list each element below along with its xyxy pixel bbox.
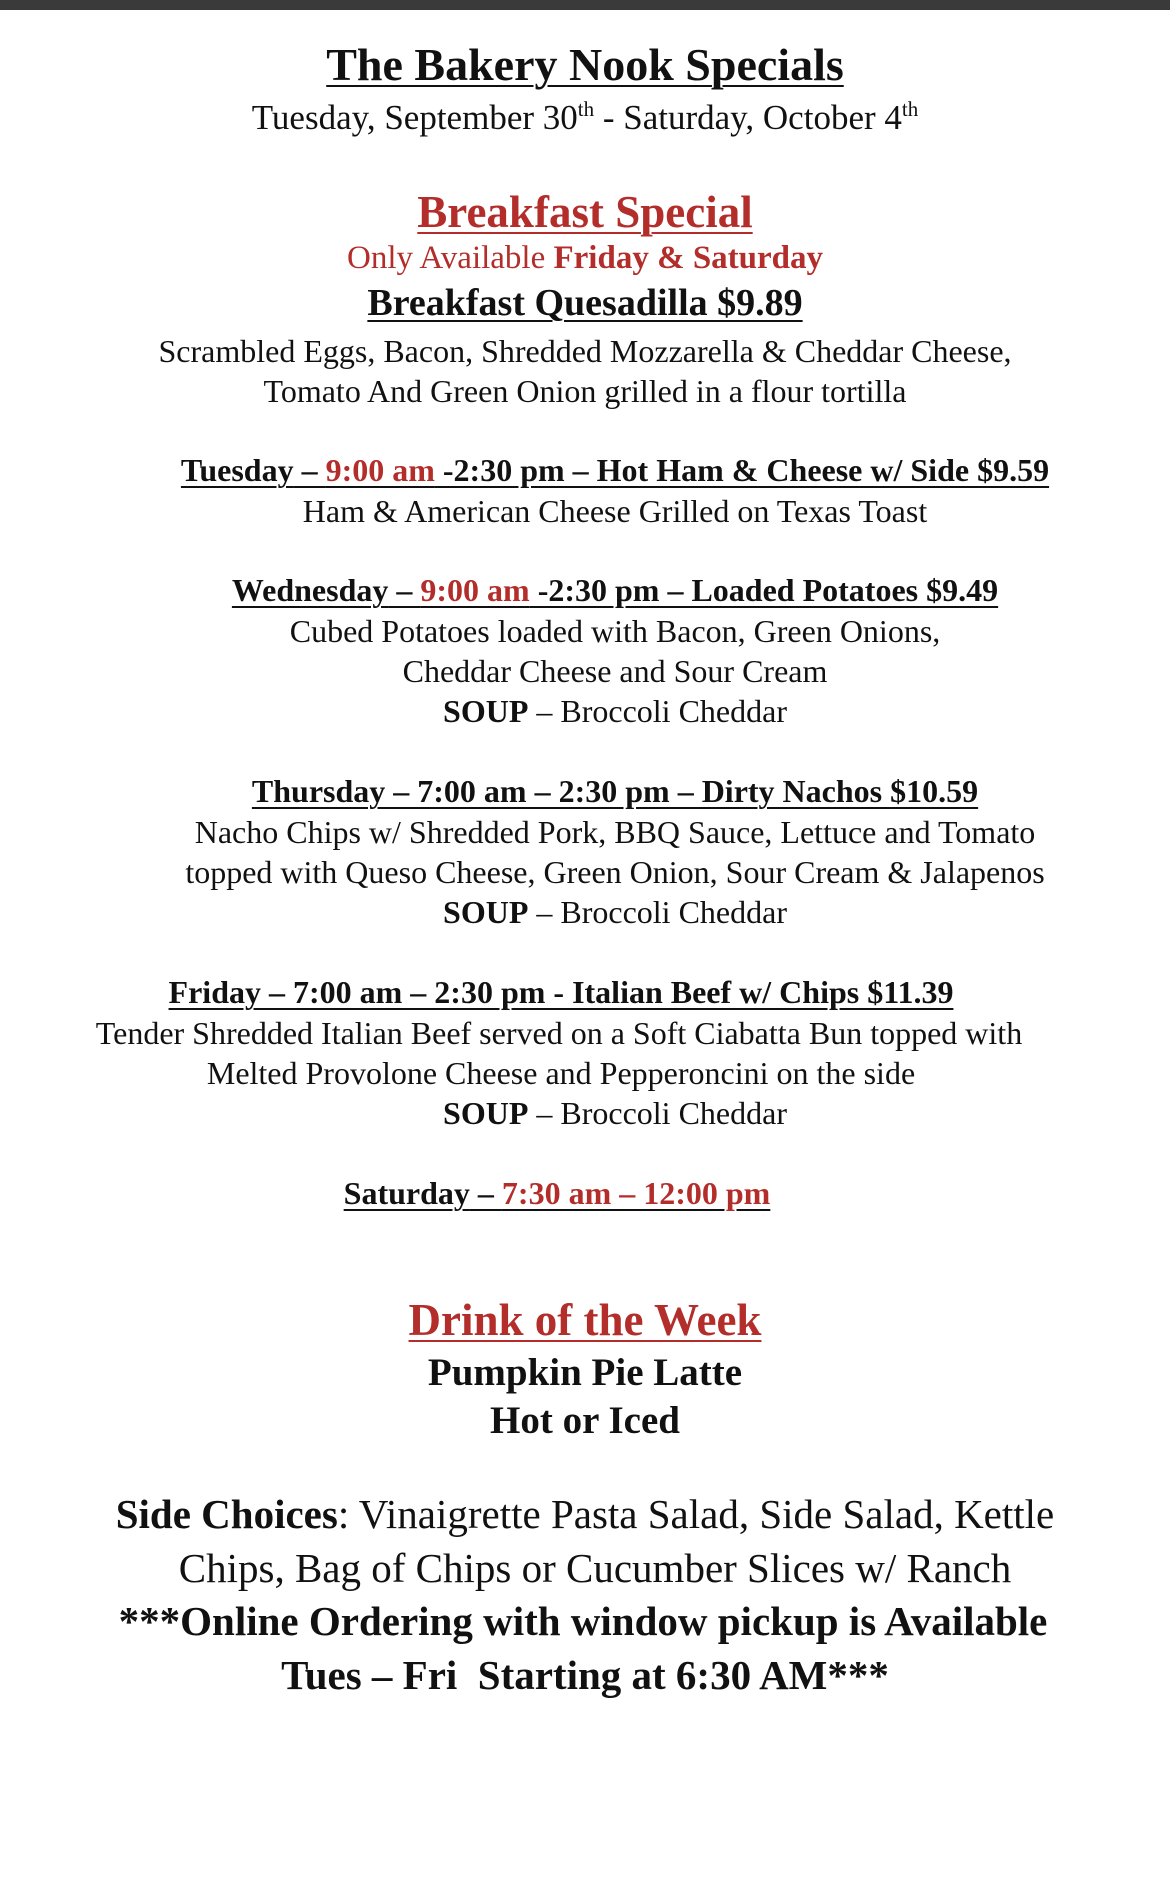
wednesday-rest: -2:30 pm – Loaded Potatoes $9.49	[529, 572, 999, 608]
drink-section-title	[0, 1294, 1170, 1346]
online-ordering-line1: ***Online Ordering with window pickup is Available	[118, 1598, 1048, 1644]
side-choices-list: : Vinaigrette Pasta Salad, Side Salad, Kettle	[337, 1491, 1055, 1537]
date-end-suffix: th	[901, 96, 919, 121]
soup-label: SOUP	[443, 1095, 529, 1131]
breakfast-section-title	[0, 186, 1170, 238]
thursday-desc-line2: topped with Queso Cheese, Green Onion, Sour Cream & Jalapenos	[185, 854, 1045, 890]
wednesday-desc-line1: Cubed Potatoes loaded with Bacon, Green Onions,	[289, 613, 941, 649]
tuesday-heading-text	[181, 452, 1049, 488]
friday-heading-text: Friday – 7:00 am – 2:30 pm - Italian Beef w/ Chips $11.39	[168, 974, 954, 1010]
soup-label: SOUP	[443, 894, 529, 930]
side-choices-label: Side Choices	[115, 1491, 338, 1537]
date-start-suffix: th	[577, 96, 595, 121]
breakfast-desc-line1: Scrambled Eggs, Bacon, Shredded Mozzarella & Cheddar Cheese,	[158, 333, 1012, 369]
wednesday-desc-line2: Cheddar Cheese and Sour Cream	[402, 653, 828, 689]
online-ordering-hours: Tues – Fri Starting at 6:30 AM***	[281, 1652, 889, 1698]
soup-value: – Broccoli Cheddar	[528, 1095, 787, 1131]
drink-title-text: Drink of the Week	[408, 1295, 762, 1345]
breakfast-desc-line2: Tomato And Green Onion grilled in a flour tortilla	[263, 373, 907, 409]
thursday-heading	[30, 773, 1170, 810]
date-range	[0, 98, 1170, 138]
drink-options: Hot or Iced	[490, 1399, 680, 1442]
availability-prefix: Only Available	[346, 240, 554, 276]
friday-heading	[0, 974, 1146, 1011]
thursday-desc-line1: Nacho Chips w/ Shredded Pork, BBQ Sauce, Lettuce and Tomato	[194, 814, 1036, 850]
soup-value: – Broccoli Cheddar	[528, 693, 787, 729]
page-title	[0, 38, 1170, 91]
saturday-dash: –	[469, 1175, 502, 1211]
friday-soup	[30, 1095, 1170, 1132]
wednesday-heading	[30, 572, 1170, 609]
saturday-hours: 7:30 am – 12:00 pm	[501, 1175, 771, 1211]
soup-value: – Broccoli Cheddar	[528, 894, 787, 930]
wednesday-day: Wednesday	[231, 572, 389, 608]
wednesday-time-start: 9:00 am	[420, 572, 530, 608]
tuesday-desc-line1: Ham & American Cheese Grilled on Texas Toast	[302, 493, 928, 529]
online-ordering-line2	[0, 1651, 1170, 1699]
tuesday-heading	[30, 452, 1170, 489]
date-start: Tuesday, September 30	[251, 98, 578, 137]
date-end: - Saturday, October 4	[594, 98, 902, 137]
saturday-heading	[0, 1175, 1142, 1212]
tuesday-dash: –	[293, 452, 326, 488]
friday-desc-line1: Tender Shredded Italian Beef served on a Soft Ciabatta Bun topped with	[95, 1015, 1023, 1051]
drink-name: Pumpkin Pie Latte	[427, 1351, 743, 1394]
breakfast-item-text: Breakfast Quesadilla $9.89	[367, 282, 803, 324]
wednesday-dash: –	[388, 572, 421, 608]
saturday-heading-text	[344, 1175, 771, 1211]
breakfast-availability	[0, 240, 1170, 277]
friday-desc-line2: Melted Provolone Cheese and Pepperoncini on the side	[206, 1055, 916, 1091]
thursday-soup	[30, 894, 1170, 931]
availability-days: Friday & Saturday	[553, 240, 824, 276]
side-choices-line1	[0, 1490, 1170, 1538]
saturday-day: Saturday	[343, 1175, 470, 1211]
soup-label: SOUP	[443, 693, 529, 729]
tuesday-day: Tuesday	[180, 452, 294, 488]
breakfast-title-text: Breakfast Special	[417, 187, 753, 237]
wednesday-soup	[30, 693, 1170, 730]
title-text: The Bakery Nook Specials	[326, 39, 844, 90]
tuesday-rest: -2:30 pm – Hot Ham & Cheese w/ Side $9.59	[434, 452, 1050, 488]
side-choices-line2: Chips, Bag of Chips or Cucumber Slices w/ Ranch	[178, 1545, 1012, 1591]
thursday-heading-text: Thursday – 7:00 am – 2:30 pm – Dirty Nachos $10.59	[251, 773, 979, 809]
wednesday-heading-text	[232, 572, 998, 608]
top-bar	[0, 0, 1170, 10]
breakfast-item	[0, 281, 1170, 325]
tuesday-time-start: 9:00 am	[325, 452, 435, 488]
